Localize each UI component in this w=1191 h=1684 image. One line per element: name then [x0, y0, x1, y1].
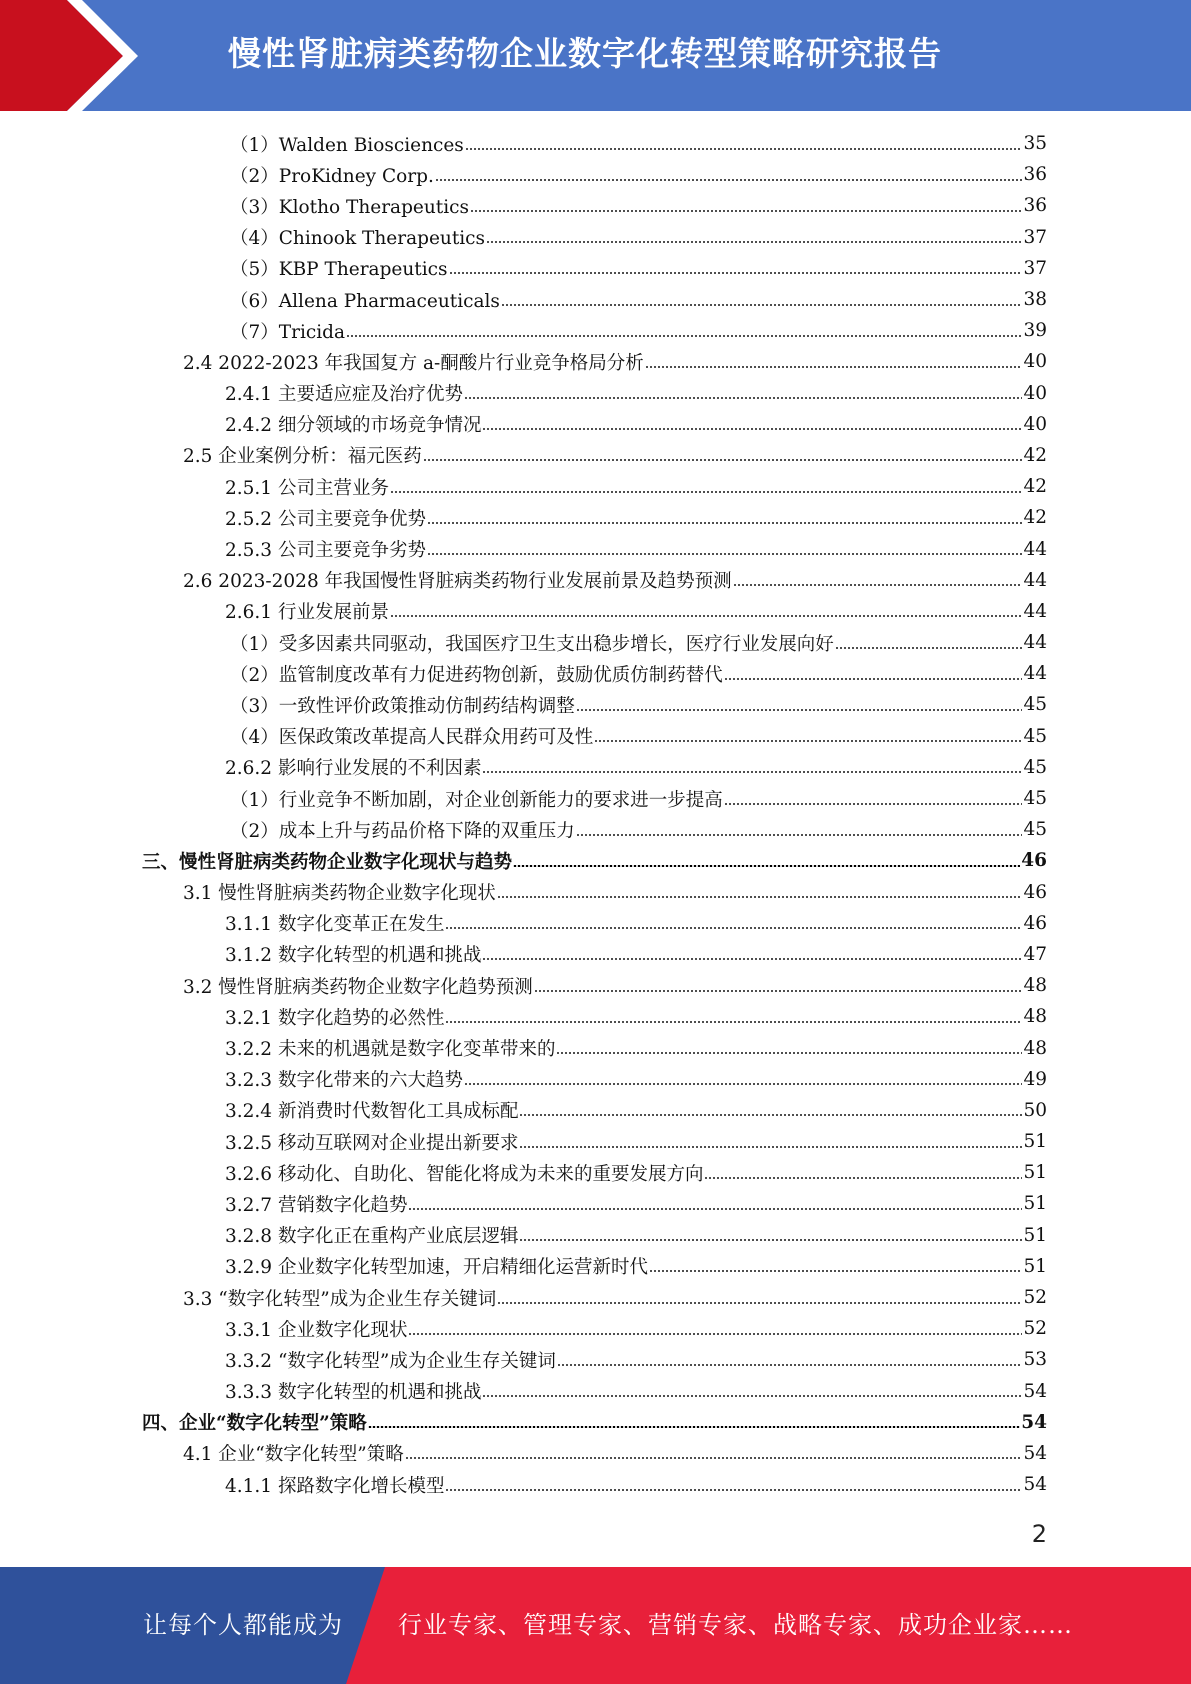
dot-leader — [724, 803, 1023, 805]
toc-entry-page: 36 — [1023, 164, 1047, 186]
toc-entry-page: 45 — [1023, 788, 1047, 810]
toc-entry[interactable] — [0, 596, 1191, 627]
toc-entry-title: （1）行业竞争不断加剧，对企业创新能力的要求进一步提高 — [230, 789, 723, 811]
dot-leader — [427, 553, 1022, 555]
toc-entry-page: 38 — [1023, 289, 1047, 311]
toc-entry-title: （3）Klotho Therapeutics — [230, 196, 470, 218]
toc-entry-title: （3）一致性评价政策推动仿制药结构调整 — [230, 695, 575, 717]
toc-entry-title: 3.2.8 数字化正在重构产业底层逻辑 — [225, 1226, 519, 1248]
dot-leader — [645, 366, 1023, 368]
toc-entry[interactable] — [0, 658, 1191, 689]
dot-leader — [704, 1177, 1022, 1179]
toc-entry[interactable] — [0, 1188, 1191, 1219]
toc-entry-page: 36 — [1023, 195, 1047, 217]
toc-entry-page: 44 — [1023, 600, 1047, 622]
toc-entry[interactable] — [0, 502, 1191, 533]
toc-entry-title: 3.3.3 数字化转型的机遇和挑战 — [225, 1382, 482, 1404]
toc-entry-title: （2）ProKidney Corp. — [230, 165, 434, 187]
dot-leader — [576, 834, 1023, 836]
toc-entry-page: 42 — [1023, 444, 1047, 466]
toc-entry-page: 49 — [1023, 1068, 1047, 1090]
toc-entry[interactable] — [0, 1032, 1191, 1063]
toc-entry-title: 3.1.2 数字化转型的机遇和挑战 — [225, 945, 482, 967]
toc-entry[interactable] — [0, 752, 1191, 783]
toc-entry-title: 4.1.1 探路数字化增长模型 — [225, 1475, 445, 1497]
toc-entry-title: 2.4.1 主要适应症及治疗优势 — [225, 384, 463, 406]
dot-leader — [576, 709, 1023, 711]
toc-entry-title: 3.1 慢性肾脏病类药物企业数字化现状 — [183, 883, 496, 905]
toc-entry-page: 51 — [1023, 1193, 1047, 1215]
toc-entry-title: 2.5.3 公司主要竞争劣势 — [225, 540, 426, 562]
toc-entry-title: （4）Chinook Therapeutics — [230, 228, 486, 250]
toc-entry-page: 53 — [1023, 1349, 1047, 1371]
dot-leader — [465, 148, 1023, 150]
toc-entry-page: 40 — [1023, 351, 1047, 373]
red-arrow-icon — [0, 0, 150, 111]
toc-entry-page: 45 — [1023, 756, 1047, 778]
dot-leader — [594, 740, 1022, 742]
toc-entry-title: 4.1 企业“数字化转型”策略 — [183, 1444, 404, 1466]
dot-leader — [497, 896, 1023, 898]
toc-entry-page: 51 — [1023, 1224, 1047, 1246]
dot-leader — [557, 1364, 1023, 1366]
toc-entry-title: （1）受多因素共同驱动，我国医疗卫生支出稳步增长，医疗行业发展向好 — [230, 633, 834, 655]
toc-entry-page: 37 — [1023, 226, 1047, 248]
page-header — [0, 0, 1191, 111]
toc-entry-title: 三、慢性肾脏病类药物企业数字化现状与趋势 — [142, 851, 513, 873]
toc-entry[interactable] — [0, 1126, 1191, 1157]
toc-entry[interactable] — [0, 315, 1191, 346]
toc-entry[interactable] — [0, 1469, 1191, 1500]
dot-leader — [408, 1333, 1022, 1335]
toc-entry[interactable] — [0, 471, 1191, 502]
toc-entry-page: 54 — [1023, 1474, 1047, 1496]
dot-leader — [390, 615, 1022, 617]
dot-leader — [649, 1270, 1022, 1272]
toc-entry-page: 45 — [1023, 725, 1047, 747]
dot-leader — [482, 958, 1022, 960]
toc-entry[interactable] — [0, 440, 1191, 471]
toc-entry-title: 3.3 “数字化转型”成为企业生存关键词 — [183, 1288, 497, 1310]
dot-leader — [482, 428, 1022, 430]
toc-entry-page: 48 — [1023, 1006, 1047, 1028]
toc-entry-title: 2.5.2 公司主要竞争优势 — [225, 508, 426, 530]
toc-entry[interactable] — [0, 1157, 1191, 1188]
toc-entry-title: （4）医保政策改革提高人民群众用药可及性 — [230, 727, 594, 749]
toc-entry[interactable] — [0, 908, 1191, 939]
dot-leader — [534, 990, 1023, 992]
dot-leader — [556, 1052, 1022, 1054]
dot-leader — [486, 241, 1022, 243]
footer-slogan-right: 行业专家、管理专家、营销专家、战略专家、成功企业家…… — [398, 1611, 1073, 1639]
toc-entry-title: 3.1.1 数字化变革正在发生 — [225, 914, 445, 936]
dot-leader — [470, 210, 1022, 212]
toc-entry-title: 3.2.6 移动化、自助化、智能化将成为未来的重要发展方向 — [225, 1163, 704, 1185]
dot-leader — [497, 1302, 1022, 1304]
toc-entry-page: 44 — [1023, 569, 1047, 591]
toc-entry-page: 52 — [1023, 1318, 1047, 1340]
arrow-red-shape — [0, 0, 123, 111]
toc-entry-title: 2.5 企业案例分析：福元医药 — [183, 446, 422, 468]
toc-entry[interactable] — [0, 409, 1191, 440]
dot-leader — [346, 335, 1022, 337]
toc-entry-title: 3.2.2 未来的机遇就是数字化变革带来的 — [225, 1039, 556, 1061]
dot-leader — [405, 1457, 1023, 1459]
table-of-contents — [0, 128, 1191, 1500]
toc-entry-page: 39 — [1023, 320, 1047, 342]
toc-entry-page: 51 — [1023, 1131, 1047, 1153]
toc-entry-page: 44 — [1023, 663, 1047, 685]
toc-entry-title: 四、企业“数字化转型”策略 — [142, 1413, 367, 1435]
toc-entry[interactable] — [0, 1251, 1191, 1282]
toc-entry[interactable] — [0, 1344, 1191, 1375]
toc-entry[interactable] — [0, 533, 1191, 564]
dot-leader — [427, 522, 1022, 524]
toc-entry-page: 35 — [1023, 133, 1047, 155]
dot-leader — [482, 1395, 1022, 1397]
footer-slogan-left: 让每个人都能成为 — [143, 1611, 343, 1639]
page-number: 2 — [1031, 1520, 1047, 1548]
dot-leader — [519, 1239, 1022, 1241]
toc-entry-title: 3.2 慢性肾脏病类药物企业数字化趋势预测 — [183, 976, 533, 998]
toc-entry-title: 2.6.1 行业发展前景 — [225, 602, 389, 624]
toc-entry-page: 54 — [1023, 1442, 1047, 1464]
toc-entry-page: 45 — [1023, 819, 1047, 841]
toc-entry-page: 46 — [1023, 912, 1047, 934]
toc-entry[interactable] — [0, 1001, 1191, 1032]
toc-entry-page: 45 — [1023, 694, 1047, 716]
toc-entry-title: （2）成本上升与药品价格下降的双重压力 — [230, 820, 575, 842]
dot-leader — [445, 927, 1022, 929]
dot-leader — [733, 584, 1023, 586]
toc-entry-page: 40 — [1023, 382, 1047, 404]
toc-entry-page: 54 — [1021, 1411, 1047, 1433]
dot-leader — [519, 1146, 1022, 1148]
dot-leader — [423, 459, 1023, 461]
dot-leader — [464, 397, 1022, 399]
toc-entry[interactable] — [0, 1438, 1191, 1469]
toc-entry[interactable] — [0, 721, 1191, 752]
toc-entry[interactable] — [0, 1095, 1191, 1126]
toc-entry[interactable] — [0, 939, 1191, 970]
toc-entry[interactable] — [0, 970, 1191, 1001]
toc-entry-page: 40 — [1023, 413, 1047, 435]
toc-entry-title: 2.6.2 影响行业发展的不利因素 — [225, 758, 482, 780]
dot-leader — [435, 179, 1023, 181]
dot-leader — [390, 491, 1022, 493]
dot-leader — [513, 865, 1020, 867]
dot-leader — [449, 272, 1023, 274]
toc-entry[interactable] — [0, 627, 1191, 658]
toc-entry[interactable] — [0, 689, 1191, 720]
dot-leader — [835, 647, 1023, 649]
toc-entry-page: 37 — [1023, 257, 1047, 279]
toc-entry[interactable] — [0, 1064, 1191, 1095]
toc-entry[interactable] — [0, 1220, 1191, 1251]
toc-entry[interactable] — [0, 253, 1191, 284]
toc-entry[interactable] — [0, 378, 1191, 409]
toc-entry[interactable] — [0, 284, 1191, 315]
toc-entry-title: 3.2.9 企业数字化转型加速，开启精细化运营新时代 — [225, 1257, 648, 1279]
dot-leader — [501, 304, 1023, 306]
toc-entry[interactable] — [0, 222, 1191, 253]
toc-entry[interactable] — [0, 845, 1191, 876]
toc-entry[interactable] — [0, 814, 1191, 845]
page-footer — [0, 1567, 1191, 1684]
toc-entry-page: 51 — [1023, 1255, 1047, 1277]
toc-entry-title: 3.2.1 数字化趋势的必然性 — [225, 1007, 445, 1029]
dot-leader — [445, 1021, 1022, 1023]
toc-entry-page: 48 — [1023, 1037, 1047, 1059]
dot-leader — [464, 1083, 1022, 1085]
dot-leader — [519, 1114, 1022, 1116]
toc-entry-title: （6）Allena Pharmaceuticals — [230, 290, 500, 312]
toc-entry[interactable] — [0, 1407, 1191, 1438]
toc-entry-title: 3.3.1 企业数字化现状 — [225, 1319, 408, 1341]
dot-leader — [408, 1208, 1022, 1210]
report-title: 慢性肾脏病类药物企业数字化转型策略研究报告 — [228, 34, 942, 73]
toc-entry[interactable] — [0, 877, 1191, 908]
toc-entry-page: 42 — [1023, 507, 1047, 529]
dot-leader — [445, 1489, 1022, 1491]
toc-entry-title: 3.2.4 新消费时代数智化工具成标配 — [225, 1101, 519, 1123]
toc-entry-page: 46 — [1021, 850, 1047, 872]
toc-entry-page: 51 — [1023, 1162, 1047, 1184]
toc-entry-title: 3.2.7 营销数字化趋势 — [225, 1194, 408, 1216]
toc-entry[interactable] — [0, 159, 1191, 190]
toc-entry-title: 3.2.5 移动互联网对企业提出新要求 — [225, 1132, 519, 1154]
toc-entry[interactable] — [0, 1313, 1191, 1344]
toc-entry-title: （5）KBP Therapeutics — [230, 259, 448, 281]
toc-entry-title: 3.2.3 数字化带来的六大趋势 — [225, 1070, 463, 1092]
dot-leader — [368, 1426, 1020, 1428]
toc-entry[interactable] — [0, 1282, 1191, 1313]
toc-entry[interactable] — [0, 783, 1191, 814]
toc-entry-title: （1）Walden Biosciences — [230, 134, 464, 156]
toc-entry[interactable] — [0, 190, 1191, 221]
toc-entry-title: （2）监管制度改革有力促进药物创新，鼓励优质仿制药替代 — [230, 664, 723, 686]
toc-entry-title: 2.4.2 细分领域的市场竞争情况 — [225, 415, 482, 437]
toc-entry-page: 47 — [1023, 943, 1047, 965]
dot-leader — [482, 771, 1022, 773]
toc-entry-title: 2.5.1 公司主营业务 — [225, 477, 389, 499]
toc-entry-title: 2.6 2023-2028 年我国慢性肾脏病类药物行业发展前景及趋势预测 — [183, 571, 732, 593]
toc-entry-title: 2.4 2022-2023 年我国复方 a-酮酸片行业竞争格局分析 — [183, 352, 644, 374]
toc-entry-title: 3.3.2 “数字化转型”成为企业生存关键词 — [225, 1350, 556, 1372]
toc-entry-page: 44 — [1023, 632, 1047, 654]
toc-entry-title: （7）Tricida — [230, 321, 346, 343]
toc-entry-page: 54 — [1023, 1380, 1047, 1402]
toc-entry-page: 48 — [1023, 975, 1047, 997]
toc-entry-page: 44 — [1023, 538, 1047, 560]
toc-entry[interactable] — [0, 565, 1191, 596]
toc-entry[interactable] — [0, 346, 1191, 377]
toc-entry-page: 46 — [1023, 881, 1047, 903]
dot-leader — [724, 678, 1023, 680]
toc-entry-page: 42 — [1023, 476, 1047, 498]
toc-entry-page: 50 — [1023, 1099, 1047, 1121]
toc-entry-page: 52 — [1023, 1287, 1047, 1309]
toc-entry[interactable] — [0, 1376, 1191, 1407]
toc-entry[interactable] — [0, 128, 1191, 159]
